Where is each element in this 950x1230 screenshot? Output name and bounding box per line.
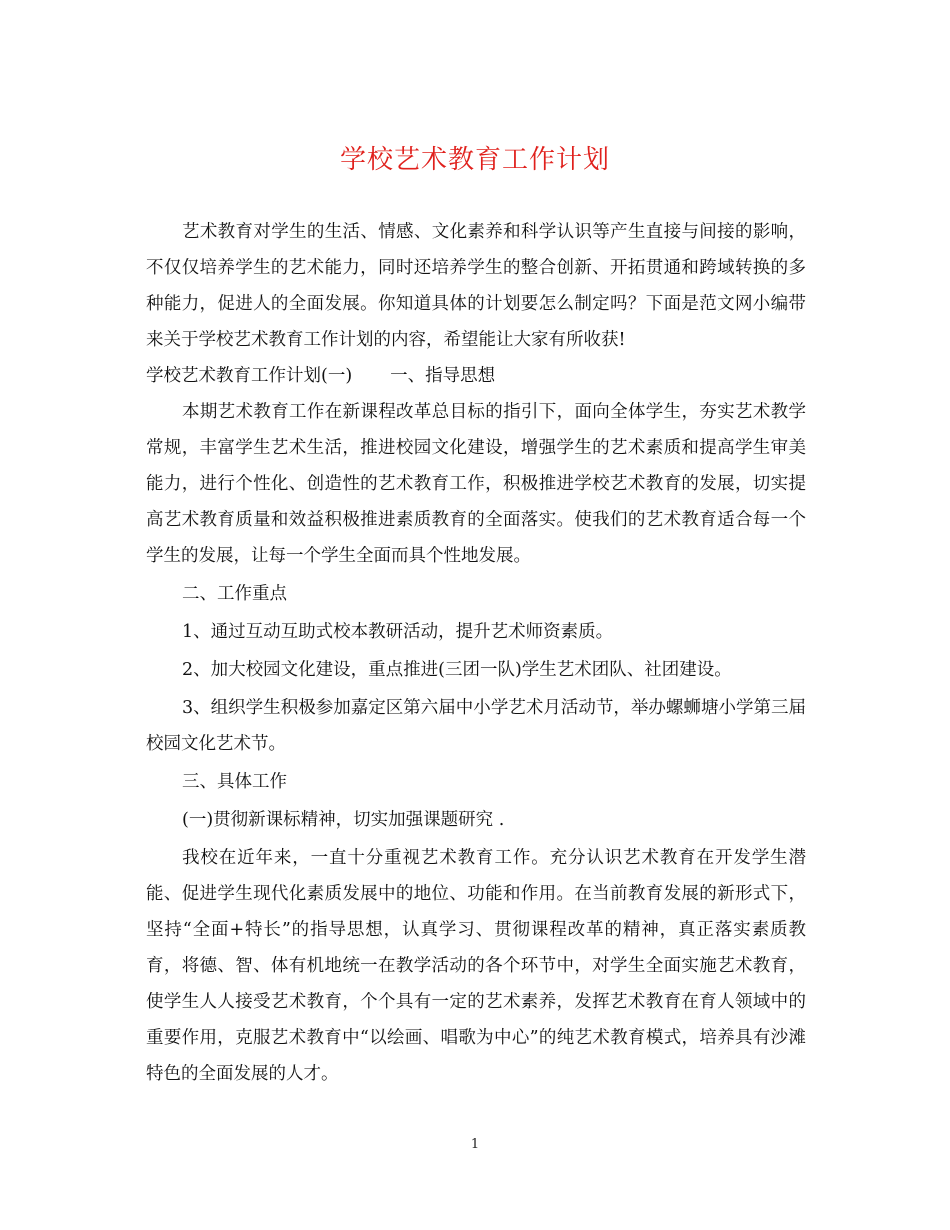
document-title: 学校艺术教育工作计划 (339, 145, 610, 175)
plan-heading: 学校艺术教育工作计划(一) (146, 366, 353, 386)
page-number: 1 (470, 1137, 480, 1152)
document-body (146, 214, 806, 1092)
focus-item-1: 1、通过互动互助式校本教研活动，提升艺术师资素质。 (182, 622, 614, 642)
subsection1-body: 我校在近年来，一直十分重视艺术教育工作。充分认识艺术教育在开发学生潜能、促进学生现代化素质发展中的地位、功能和作用。在当前教育发展的新形式下，坚持“全面+特长”的指导思想，认真学习、贯彻课程改革的精神，真正落实素质教育，将德、智、体有机地统一在教学活动的各个环节中，对学生全面实施艺术教育，使学生人人接受艺术教育，个个具有一定的艺术素养，发挥艺术教育在育人领域中的重要作用，克服艺术教育中“以绘画、唱歌为中心”的纯艺术教育模式，培养具有沙滩特色的全面发展的人才。 (146, 848, 806, 1084)
section2-heading: 二、工作重点 (182, 584, 287, 604)
plan-heading-line (146, 358, 806, 394)
section1-body: 本期艺术教育工作在新课程改革总目标的指引下，面向全体学生，夯实艺术教学常规，丰富学生艺术生活，推进校园文化建设，增强学生的艺术素质和提高学生审美能力，进行个性化、创造性的艺术教育工作，积极推进学校艺术教育的发展，切实提高艺术教育质量和效益积极推进素质教育的全面落实。使我们的艺术教育适合每一个学生的发展，让每一个学生全面而具个性地发展。 (146, 402, 806, 566)
section3-heading: 三、具体工作 (182, 772, 287, 792)
section1-heading: 一、指导思想 (390, 366, 496, 386)
focus-item-3: 3、组织学生积极参加嘉定区第六届中小学艺术月活动节，举办螺蛳塘小学第三届校园文化艺术节。 (146, 698, 806, 754)
intro-paragraph: 艺术教育对学生的生活、情感、文化素养和科学认识等产生直接与间接的影响，不仅仅培养学生的艺术能力，同时还培养学生的整合创新、开拓贯通和跨域转换的多种能力，促进人的全面发展。你知道具体的计划要怎么制定吗？下面是范文网小编带来关于学校艺术教育工作计划的内容，希望能让大家有所收获! (146, 222, 806, 350)
focus-item-2: 2、加大校园文化建设，重点推进(三团一队)学生艺术团队、社团建设。 (182, 660, 732, 680)
subsection1-heading: (一)贯彻新课标精神，切实加强课题研究 . (182, 810, 505, 830)
